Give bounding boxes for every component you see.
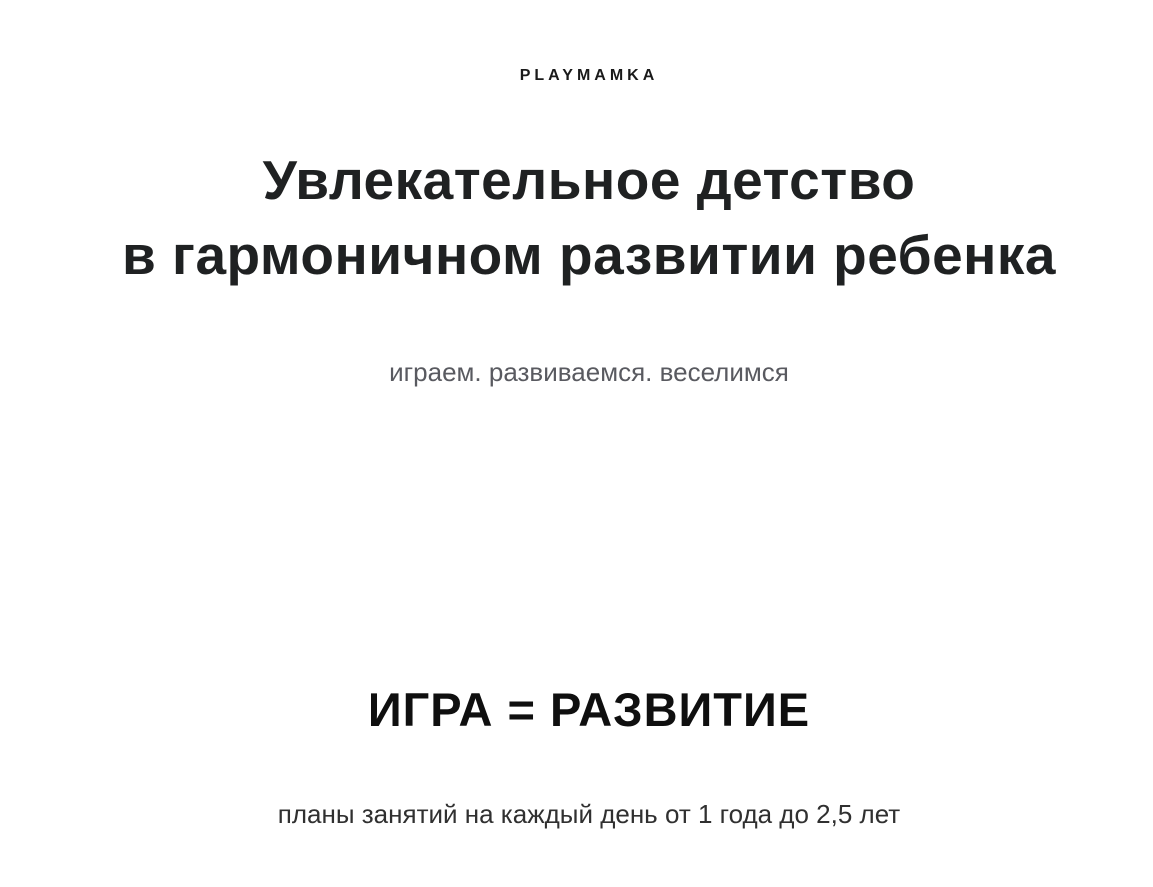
title-line-1: Увлекательное детство — [262, 149, 916, 211]
landing-page — [0, 66, 1153, 887]
statement-heading: ИГРА = РАЗВИТИЕ — [367, 683, 811, 736]
page-title — [25, 143, 1153, 293]
statement-tagline: планы занятий на каждый день от 1 года до 2,5 лет — [277, 799, 901, 829]
page-header — [25, 66, 1153, 86]
title-line-2: в гармоничном развитии ребенка — [121, 224, 1057, 286]
hero-subtitle: играем. развиваемся. веселимся — [389, 357, 789, 387]
brand-logo[interactable]: PLAYMAMKA — [519, 67, 659, 84]
